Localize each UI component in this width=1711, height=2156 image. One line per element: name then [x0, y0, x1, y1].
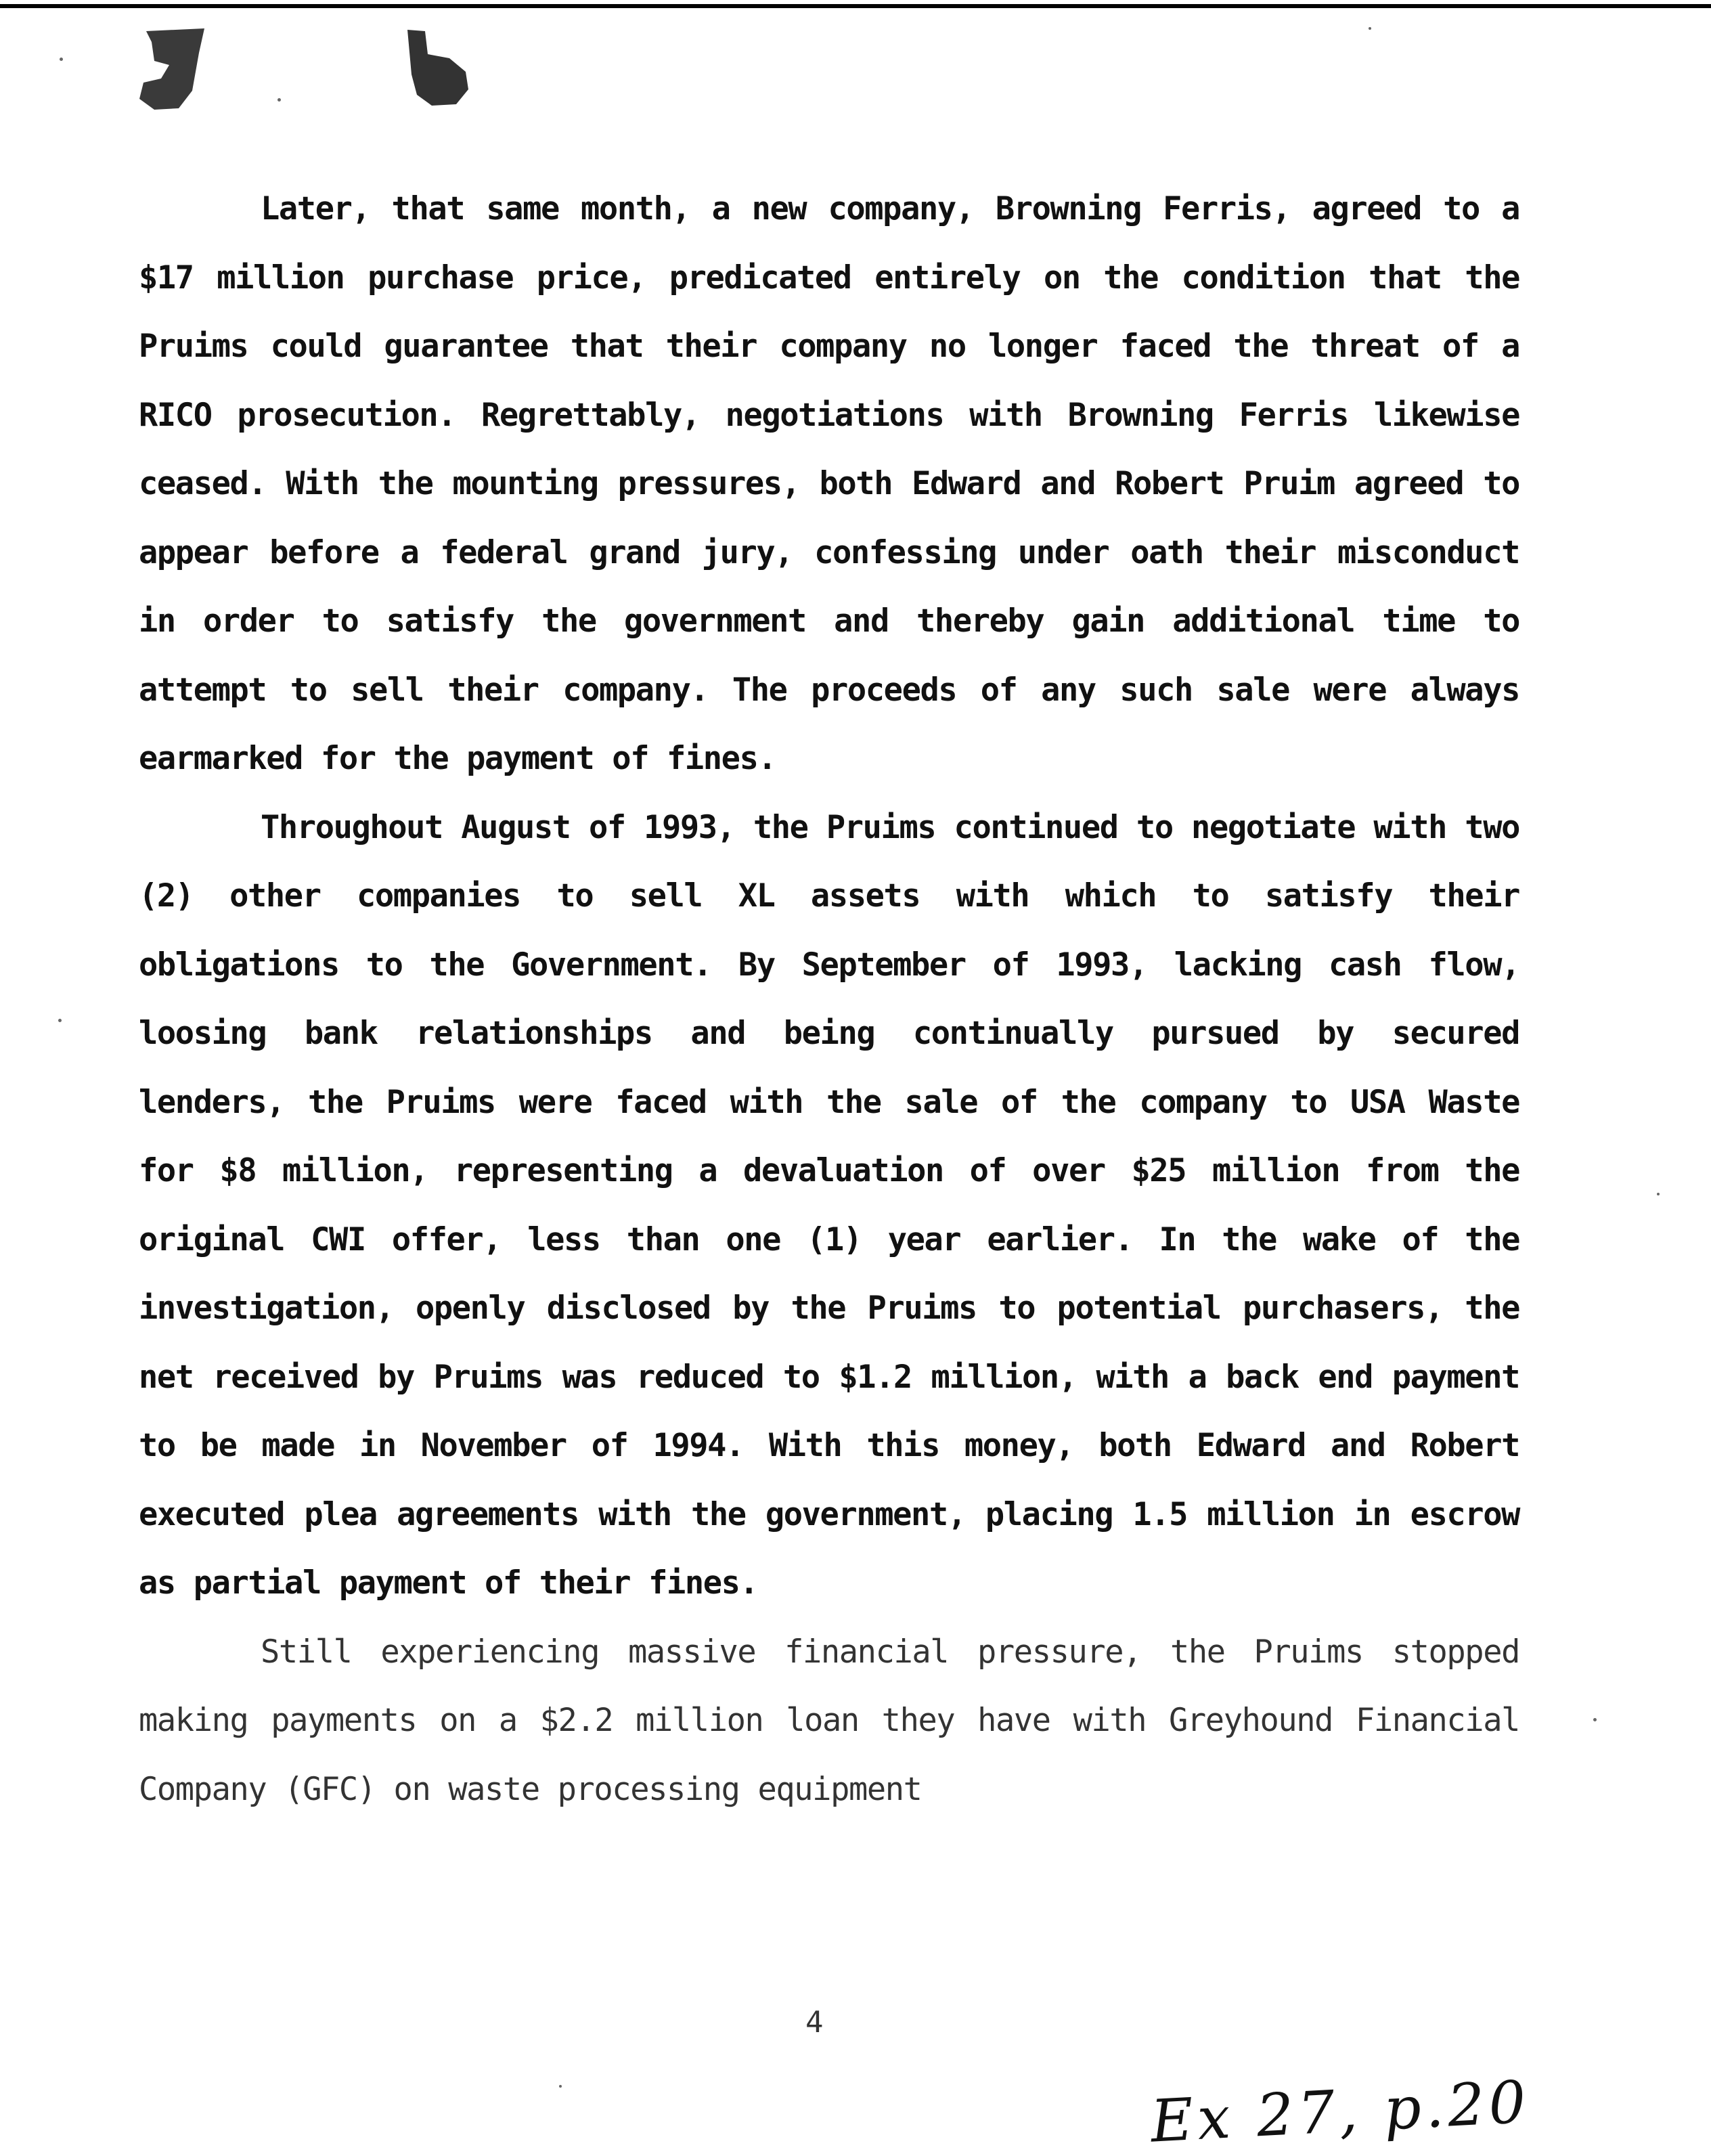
paragraph-financial-pressure: Still experiencing massive financial pressure, the Pruims stopped making payments on a $2.2 million loan they have with Greyhound Financial Company (GFC) on waste processing equipment: [139, 1633, 1519, 1808]
scan-speck: [1657, 1193, 1660, 1195]
binder-punch-mark-right: [394, 27, 475, 108]
scan-speck: [58, 1019, 62, 1022]
handwritten-exhibit-note: Ex 27, p.20: [1149, 2068, 1532, 2156]
page-number: 4: [805, 2005, 824, 2040]
paragraph-browning-ferris: Later, that same month, a new company, Browning Ferris, agreed to a $17 million purchase price, predicated entirely on the condition that the Pruims could guarantee that their company no longer faced the threat of a RICO prosecution. Regrettably, negotiations with Browning Ferris likewise ceased. With the mounting pressures, both Edward and Robert Pruim agreed to appear before a federal grand jury, confessing under oath their misconduct in order to satisfy the government and thereby gain additional time to attempt to sell their company. The proceeds of any such sale were always earmarked for the payment of fines.: [139, 190, 1519, 777]
scan-speck: [1593, 1718, 1597, 1721]
top-border-line: [0, 4, 1711, 8]
binder-punch-mark-left: [134, 26, 215, 114]
paragraph-august-1993: Throughout August of 1993, the Pruims continued to negotiate with two (2) other companies to sell XL assets with which to satisfy their obligations to the Government. By September of 1993, lacking cash flow, loosing bank relationships and being continually pursued by secured lenders, the Pruims were faced with the sale of the company to USA Waste for $8 million, representing a devaluation of over $25 million from the original CWI offer, less than one (1) year earlier. In the wake of the investigation, openly disclosed by the Pruims to potential purchasers, the net received by Pruims was reduced to $1.2 million, with a back end payment to be made in November of 1994. With this money, both Edward and Robert executed plea agreements with the government, placing 1.5 million in escrow as partial payment of their fines.: [139, 808, 1519, 1602]
body-text: [139, 175, 1519, 1824]
scan-speck: [277, 98, 281, 102]
scan-speck: [60, 58, 63, 61]
scan-speck: [1369, 27, 1371, 30]
scan-speck: [559, 2085, 562, 2088]
